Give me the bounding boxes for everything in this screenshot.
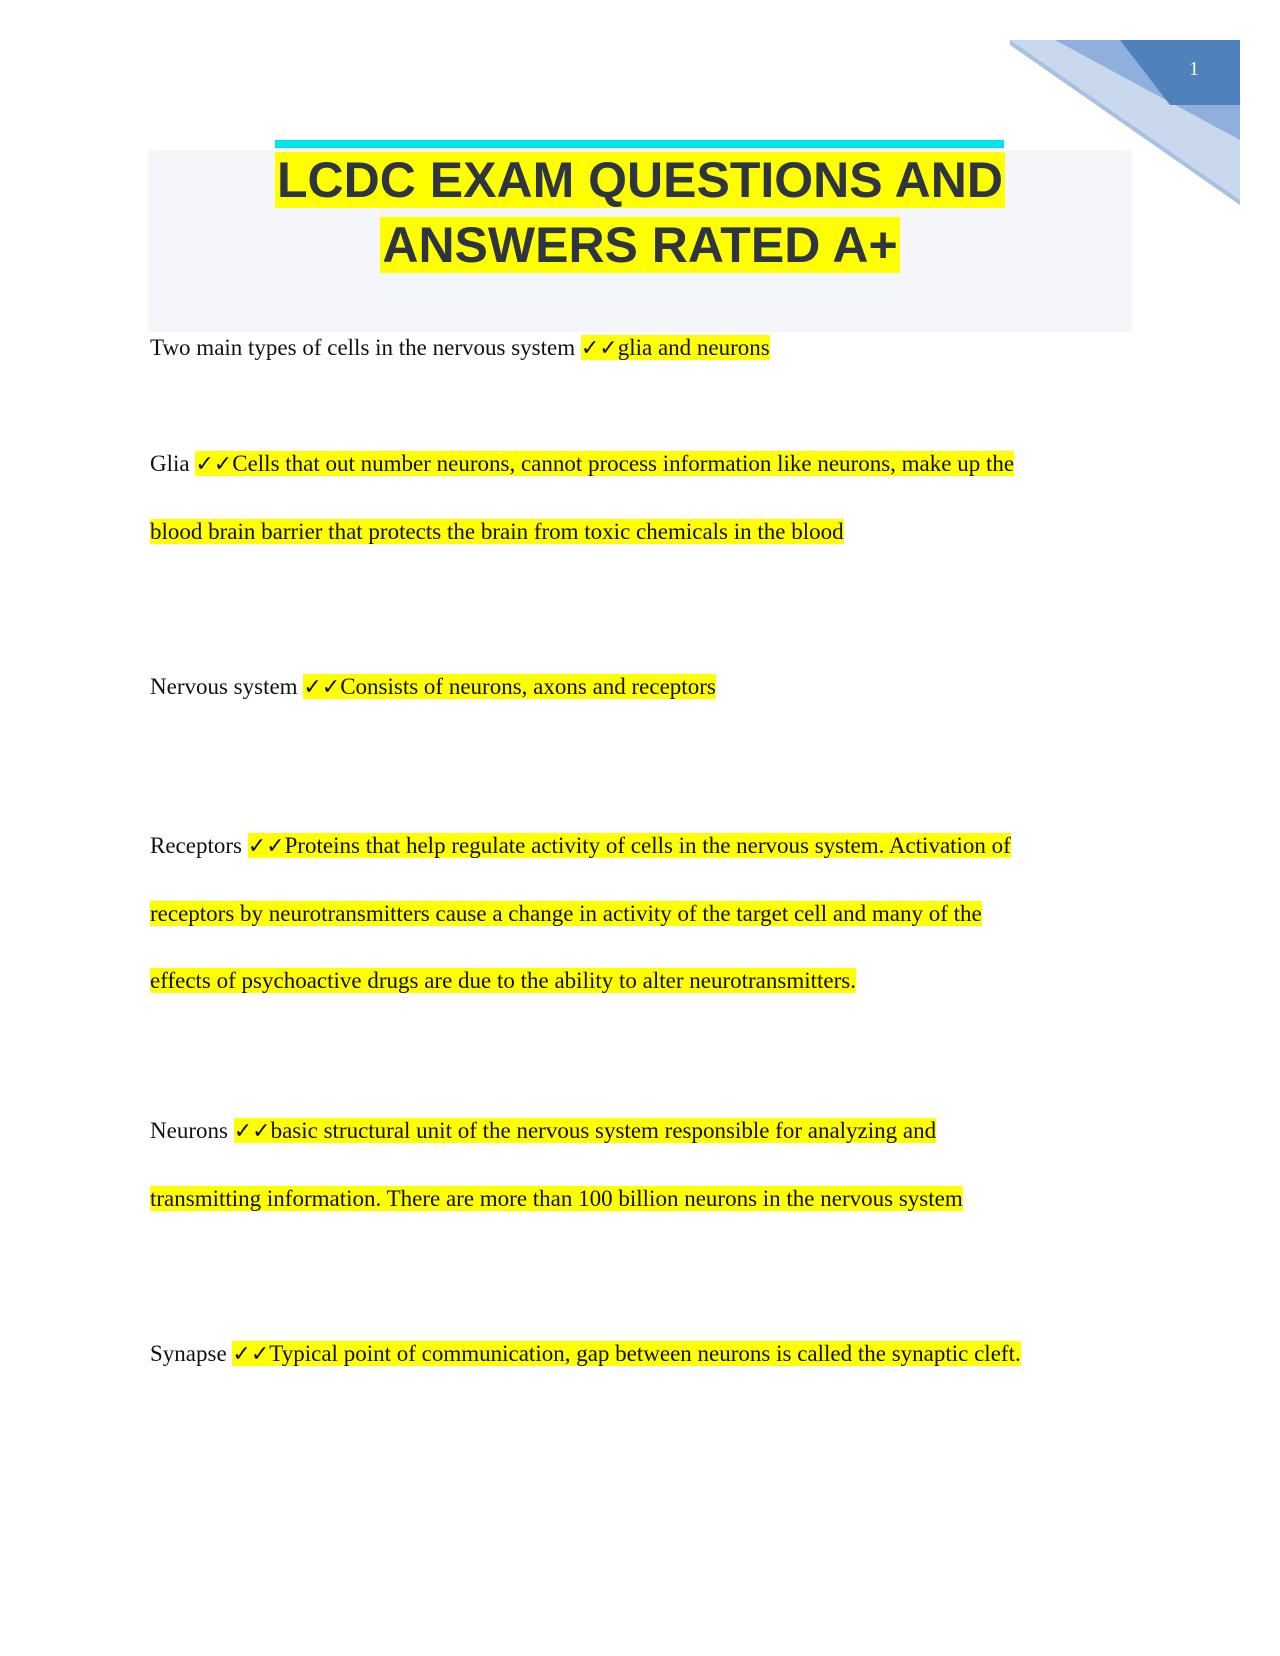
qa-term: Synapse <box>150 1341 227 1366</box>
title-line-1: LCDC EXAM QUESTIONS AND <box>277 152 1003 208</box>
qa-answer-line: transmitting information. There are more than 100 billion neurons in the nervous system <box>150 1186 963 1211</box>
qa-term: Receptors <box>150 833 242 858</box>
qa-item-synapse <box>150 1320 1150 1388</box>
qa-answer-line: Typical point of communication, gap between neurons is called the synaptic cleft. <box>269 1341 1021 1366</box>
double-check-icon: ✓✓ <box>303 675 341 700</box>
qa-item-nervous-system <box>150 653 1150 721</box>
qa-item-neurons <box>150 1097 1150 1232</box>
qa-answer-line: effects of psychoactive drugs are due to the ability to alter neurotransmitters. <box>150 968 856 993</box>
qa-term: Glia <box>150 451 190 476</box>
qa-term: Nervous system <box>150 674 298 699</box>
qa-answer-line: basic structural unit of the nervous system responsible for analyzing and <box>270 1118 937 1143</box>
title-line-2: ANSWERS RATED A+ <box>382 217 898 273</box>
qa-answer-line: blood brain barrier that protects the brain from toxic chemicals in the blood <box>150 519 844 544</box>
qa-answer-line: receptors by neurotransmitters cause a change in activity of the target cell and many of the <box>150 901 982 926</box>
page-number: 1 <box>1189 58 1199 80</box>
qa-item-cell-types <box>150 314 1150 382</box>
qa-answer-line: Proteins that help regulate activity of cells in the nervous system. Activation of <box>284 833 1011 858</box>
double-check-icon: ✓✓ <box>580 336 618 361</box>
qa-answer-line: Consists of neurons, axons and receptors <box>340 674 716 699</box>
document-title <box>148 148 1132 278</box>
double-check-icon: ✓✓ <box>247 834 285 859</box>
title-top-rule <box>275 140 1004 148</box>
double-check-icon: ✓✓ <box>233 1119 271 1144</box>
qa-answer-line: glia and neurons <box>617 335 770 360</box>
double-check-icon: ✓✓ <box>232 1342 270 1367</box>
qa-answer-line: Cells that out number neurons, cannot process information like neurons, make up the <box>232 451 1015 476</box>
qa-item-receptors <box>150 812 1150 1014</box>
qa-item-glia <box>150 430 1150 565</box>
double-check-icon: ✓✓ <box>195 452 233 477</box>
qa-term: Two main types of cells in the nervous system <box>150 335 576 360</box>
qa-term: Neurons <box>150 1118 228 1143</box>
